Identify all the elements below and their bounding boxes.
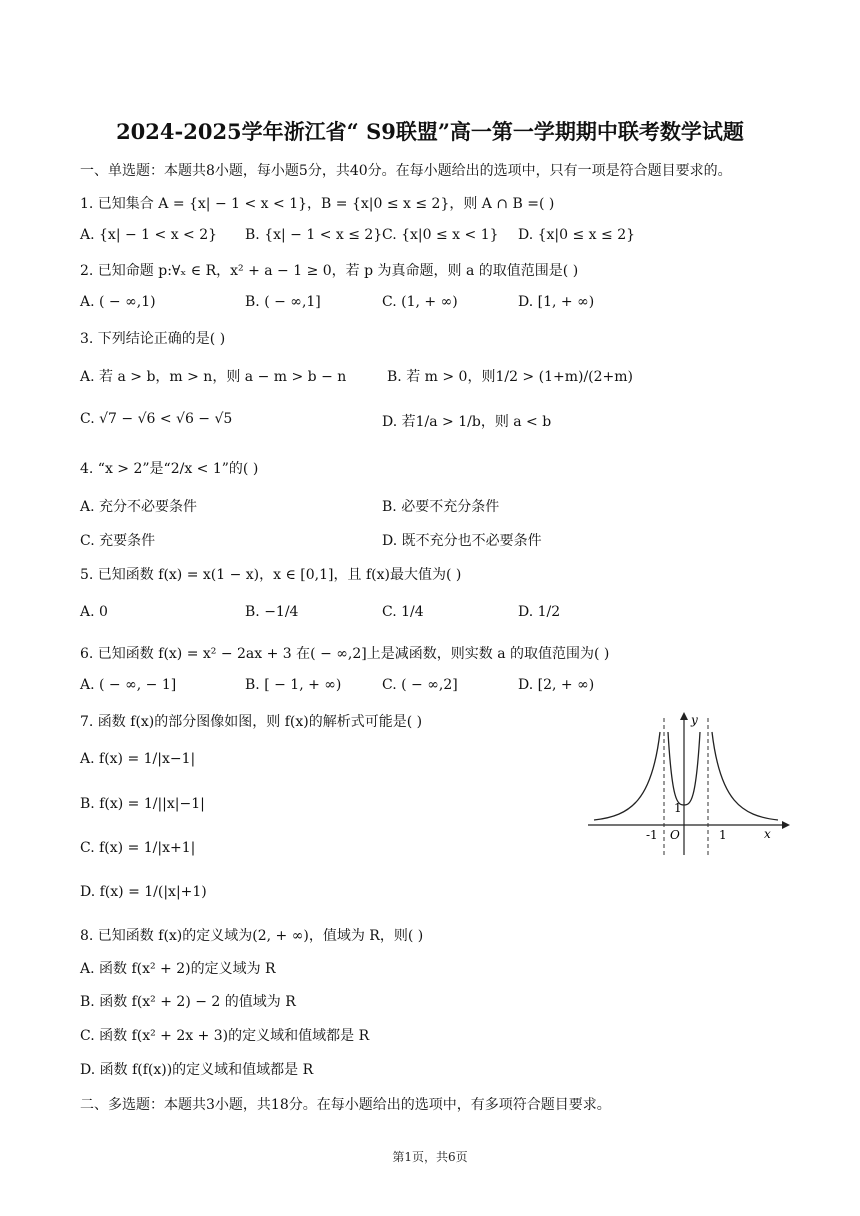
question-4-option-c: C. 充要条件 bbox=[80, 533, 156, 549]
x-axis-label: x bbox=[764, 827, 771, 841]
question-6-option-a: A. ( − ∞, − 1] bbox=[80, 677, 177, 693]
curve-left-branch bbox=[594, 732, 660, 820]
question-7-option-b: B. f(x) = 1/||x|−1| bbox=[80, 796, 205, 812]
question-1-option-d: D. {x|0 ≤ x ≤ 2} bbox=[518, 227, 636, 243]
curve-right-branch bbox=[712, 732, 778, 820]
question-2-option-a: A. ( − ∞,1) bbox=[80, 294, 156, 310]
question-6-option-c: C. ( − ∞,2] bbox=[382, 677, 458, 693]
page-footer: 第1页，共6页 bbox=[392, 1150, 468, 1164]
question-6-option-b: B. [ − 1, + ∞) bbox=[245, 677, 342, 693]
origin-label: O bbox=[670, 828, 680, 842]
question-5-option-a: A. 0 bbox=[80, 604, 108, 620]
question-5-option-b: B. −1/4 bbox=[245, 604, 299, 620]
question-7-option-a: A. f(x) = 1/|x−1| bbox=[80, 751, 196, 767]
tick-label-neg1: -1 bbox=[646, 828, 658, 842]
question-2-option-d: D. [1, + ∞) bbox=[518, 294, 595, 310]
question-6-option-d: D. [2, + ∞) bbox=[518, 677, 595, 693]
section-heading-multi-choice: 二、多选题：本题共3小题，共18分。在每小题给出的选项中，有多项符合题目要求。 bbox=[80, 1097, 611, 1113]
question-3-option-c: C. √7 − √6 < √6 − √5 bbox=[80, 411, 233, 427]
y-axis-label: y bbox=[691, 713, 698, 727]
question-1-stem: 1. 已知集合 A = {x| − 1 < x < 1}，B = {x|0 ≤ x ≤ 2}，则 A ∩ B =( ) bbox=[80, 196, 555, 212]
question-4-option-a: A. 充分不必要条件 bbox=[80, 499, 198, 515]
question-4-stem: 4. “x > 2”是“2/x < 1”的( ) bbox=[80, 461, 259, 477]
question-3-option-d: D. 若1/a > 1/b，则 a < b bbox=[382, 414, 552, 430]
question-2-option-b: B. ( − ∞,1] bbox=[245, 294, 321, 310]
question-7-option-d: D. f(x) = 1/(|x|+1) bbox=[80, 884, 207, 900]
tick-label-1: 1 bbox=[719, 828, 727, 842]
question-3-stem: 3. 下列结论正确的是( ) bbox=[80, 331, 226, 347]
question-3-option-a: A. 若 a > b，m > n，则 a − m > b − n bbox=[80, 369, 347, 385]
question-7-stem: 7. 函数 f(x)的部分图像如图，则 f(x)的解析式可能是( ) bbox=[80, 714, 423, 730]
tick-label-y1: 1 bbox=[674, 801, 682, 815]
question-5-option-d: D. 1/2 bbox=[518, 604, 561, 620]
question-4-option-d: D. 既不充分也不必要条件 bbox=[382, 533, 542, 549]
function-graph bbox=[586, 710, 796, 860]
x-axis-arrow bbox=[782, 821, 790, 829]
question-6-stem: 6. 已知函数 f(x) = x² − 2ax + 3 在( − ∞,2]上是减函数，则实数 a 的取值范围为( ) bbox=[80, 646, 610, 662]
question-4-option-b: B. 必要不充分条件 bbox=[382, 499, 500, 515]
question-8-option-b: B. 函数 f(x² + 2) − 2 的值域为 R bbox=[80, 994, 296, 1010]
question-1-option-a: A. {x| − 1 < x < 2} bbox=[80, 227, 218, 243]
question-2-option-c: C. (1, + ∞) bbox=[382, 294, 458, 310]
question-8-option-d: D. 函数 f(f(x))的定义域和值域都是 R bbox=[80, 1062, 314, 1078]
question-3-option-b: B. 若 m > 0，则1/2 > (1+m)/(2+m) bbox=[387, 369, 634, 385]
question-8-stem: 8. 已知函数 f(x)的定义域为(2, + ∞)，值域为 R，则( ) bbox=[80, 928, 424, 944]
y-axis-arrow bbox=[680, 712, 688, 720]
page-title: 2024-2025学年浙江省“ S9联盟”高一第一学期期中联考数学试题 bbox=[116, 119, 744, 144]
question-1-option-c: C. {x|0 ≤ x < 1} bbox=[382, 227, 499, 243]
question-8-option-c: C. 函数 f(x² + 2x + 3)的定义域和值域都是 R bbox=[80, 1028, 370, 1044]
question-2-stem: 2. 已知命题 p:∀ₓ ∈ R，x² + a − 1 ≥ 0，若 p 为真命题，则 a 的取值范围是( ) bbox=[80, 263, 579, 279]
question-5-stem: 5. 已知函数 f(x) = x(1 − x)，x ∈ [0,1]，且 f(x)最大值为( ) bbox=[80, 567, 462, 583]
question-8-option-a: A. 函数 f(x² + 2)的定义域为 R bbox=[80, 961, 276, 977]
question-5-option-c: C. 1/4 bbox=[382, 604, 424, 620]
question-1-option-b: B. {x| − 1 < x ≤ 2} bbox=[245, 227, 383, 243]
section-heading-single-choice: 一、单选题：本题共8小题，每小题5分，共40分。在每小题给出的选项中，只有一项是符合题目要求的。 bbox=[80, 163, 732, 179]
question-7-option-c: C. f(x) = 1/|x+1| bbox=[80, 840, 196, 856]
